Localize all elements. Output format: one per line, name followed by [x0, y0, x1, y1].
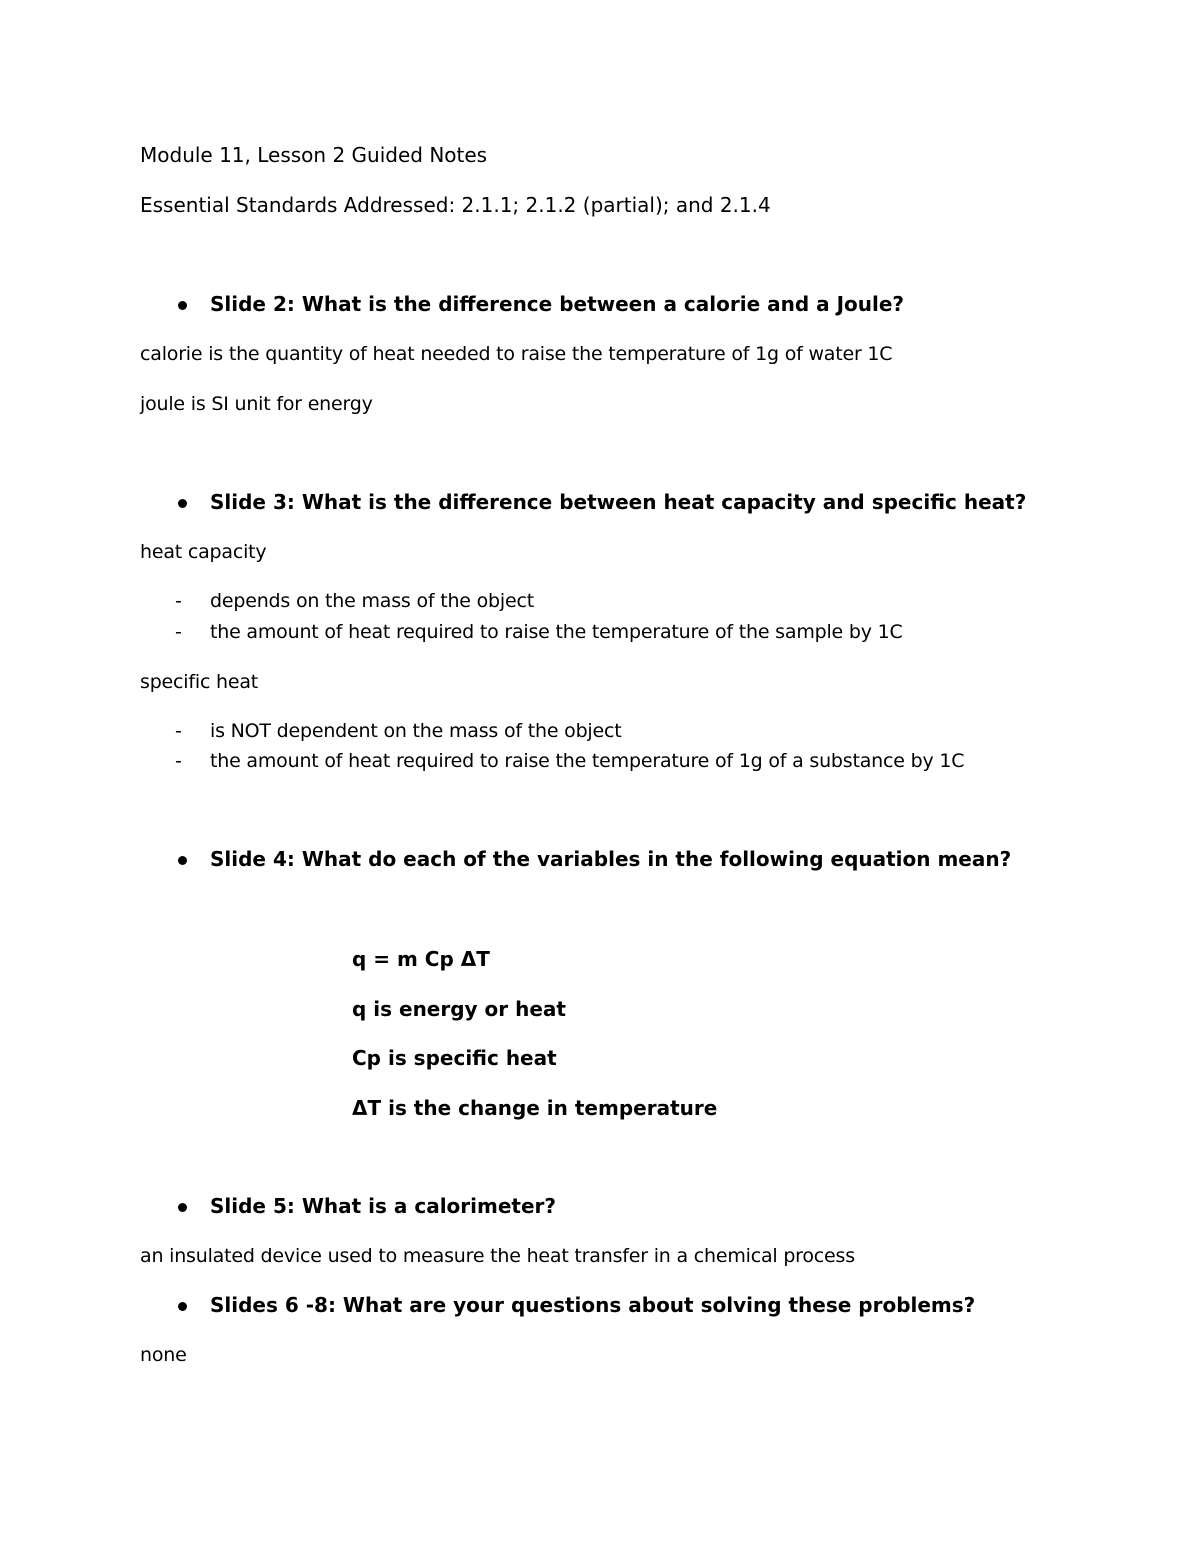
bullet-icon — [178, 499, 187, 508]
bullet-icon — [178, 301, 187, 310]
variable-delta-t: ΔT is the change in temperature — [352, 1096, 718, 1120]
variable-q: q is energy or heat — [352, 997, 566, 1021]
answer-calorie: calorie is the quantity of heat needed to raise the temperature of 1g of water 1C — [140, 343, 893, 365]
question-slide-2: Slide 2: What is the difference between a calorie and a Joule? — [210, 292, 905, 316]
question-slide-5: Slide 5: What is a calorimeter? — [210, 1194, 556, 1218]
list-item: depends on the mass of the object — [210, 590, 534, 612]
label-specific-heat: specific heat — [140, 671, 259, 693]
dash-icon: - — [175, 750, 182, 772]
question-slide-3: Slide 3: What is the difference between heat capacity and specific heat? — [210, 490, 1027, 514]
bullet-icon — [178, 1203, 187, 1212]
document-title: Module 11, Lesson 2 Guided Notes — [140, 143, 488, 167]
answer-none: none — [140, 1344, 187, 1366]
list-item: the amount of heat required to raise the temperature of the sample by 1C — [210, 621, 903, 643]
list-item: the amount of heat required to raise the temperature of 1g of a substance by 1C — [210, 750, 965, 772]
answer-calorimeter: an insulated device used to measure the heat transfer in a chemical process — [140, 1245, 855, 1267]
label-heat-capacity: heat capacity — [140, 541, 267, 563]
list-item: is NOT dependent on the mass of the object — [210, 720, 622, 742]
variable-cp: Cp is specific heat — [352, 1046, 557, 1070]
standards-line: Essential Standards Addressed: 2.1.1; 2.1.2 (partial); and 2.1.4 — [140, 193, 771, 217]
bullet-icon — [178, 856, 187, 865]
dash-icon: - — [175, 590, 182, 612]
bullet-icon — [178, 1302, 187, 1311]
answer-joule: joule is SI unit for energy — [140, 393, 373, 415]
question-slide-4: Slide 4: What do each of the variables in the following equation mean? — [210, 847, 1012, 871]
question-slides-6-8: Slides 6 -8: What are your questions about solving these problems? — [210, 1293, 976, 1317]
equation: q = m Cp ΔT — [352, 947, 490, 971]
dash-icon: - — [175, 720, 182, 742]
dash-icon: - — [175, 621, 182, 643]
